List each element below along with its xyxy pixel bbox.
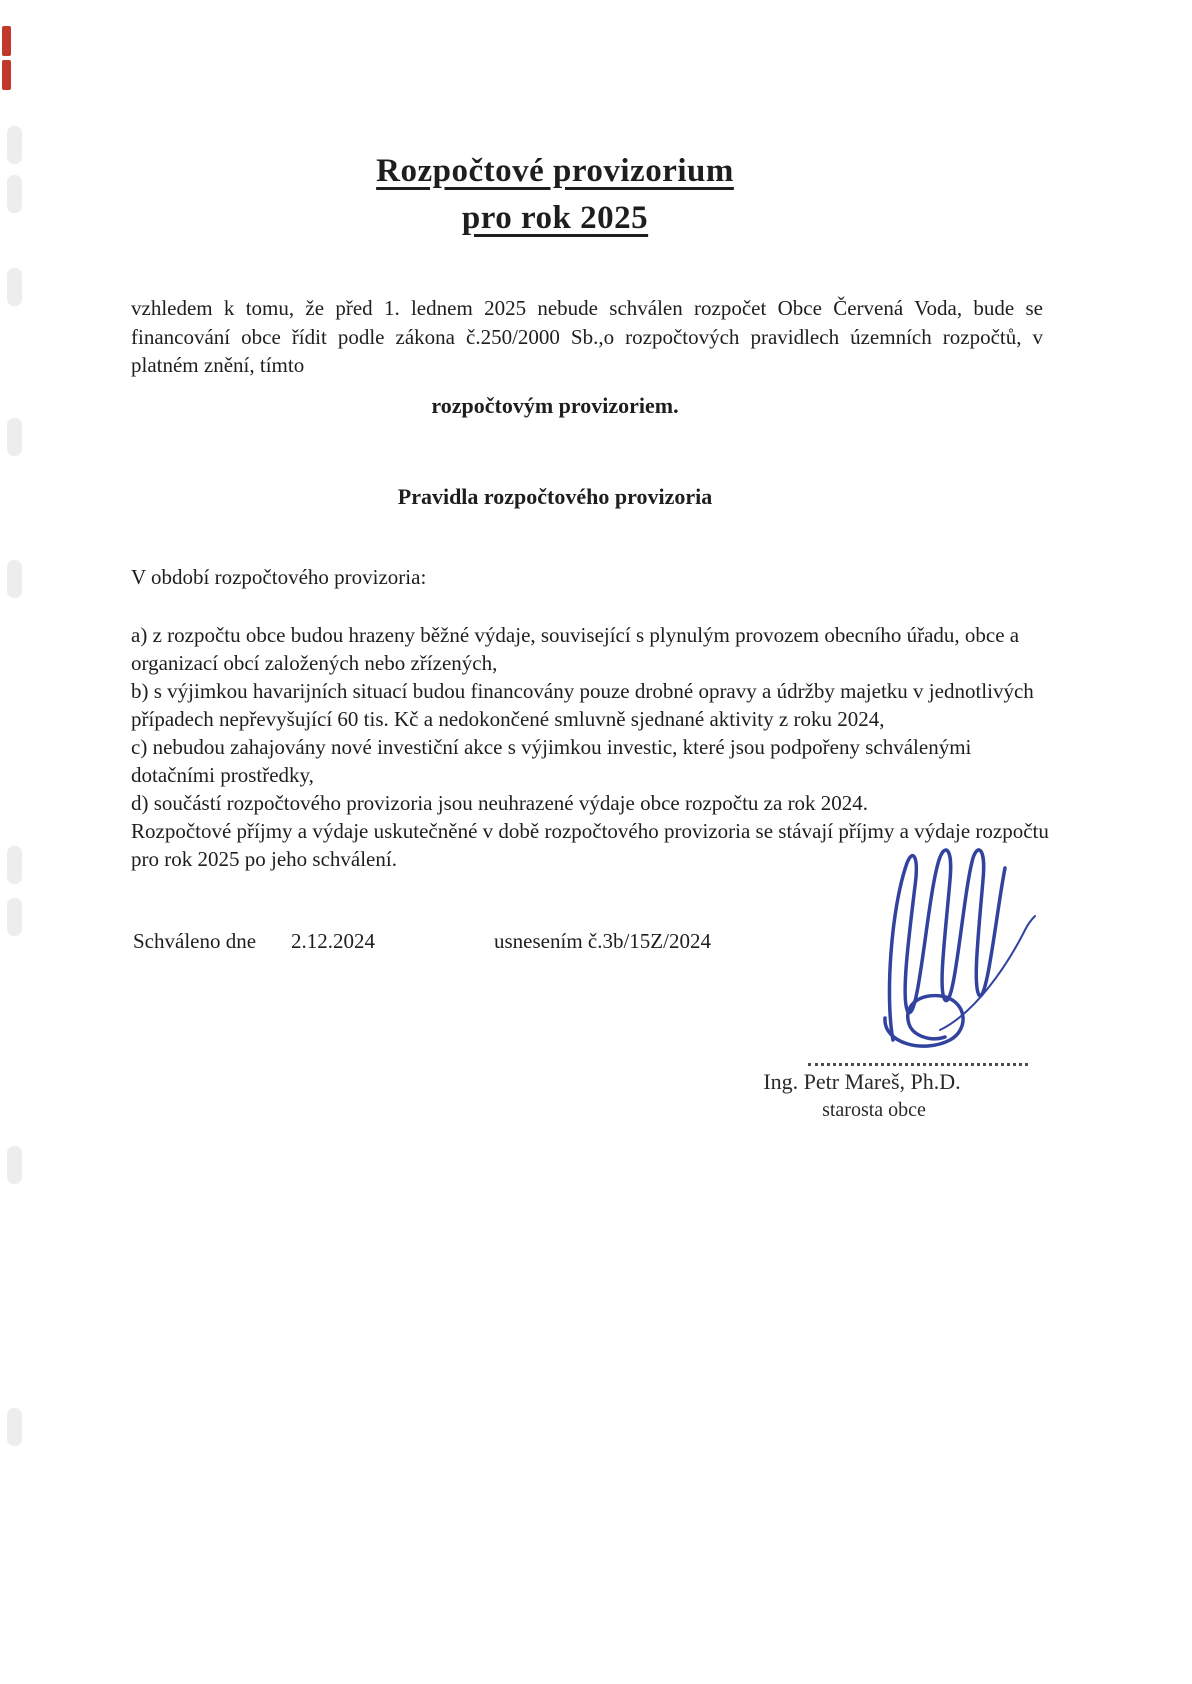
document-title-line2: pro rok 2025 xyxy=(461,200,649,236)
scan-edge-artifact xyxy=(7,418,22,456)
intro-paragraph: vzhledem k tomu, že před 1. lednem 2025 nebude schválen rozpočet Obce Červená Voda, bude se financování obce řídit podle zákona č.250/2000 Sb.,o rozpočtových pravidlech územních rozpočtů, v platném znění, tímto xyxy=(131,296,1043,377)
scan-edge-artifact xyxy=(7,1408,22,1446)
signature-ink xyxy=(855,838,1105,1060)
rules-heading: Pravidla rozpočtového provizoria xyxy=(397,484,713,509)
scan-edge-artifact xyxy=(7,1146,22,1184)
rule-item-a: a) z rozpočtu obce budou hrazeny běžné výdaje, související s plynulým provozem obecního úřadu, obce a organizací obcí založených nebo zřízených, xyxy=(131,623,1020,675)
approved-date-value: 2.12.2024 xyxy=(291,929,375,953)
resolution-number: usnesením č.3b/15Z/2024 xyxy=(494,929,711,953)
rules-block xyxy=(131,621,1056,873)
scan-edge-artifact xyxy=(7,175,22,213)
rules-intro: V období rozpočtového provizoria: xyxy=(131,565,427,589)
document-title-line1: Rozpočtové provizorium xyxy=(376,153,734,189)
signature-dotted-line xyxy=(808,1049,1028,1066)
rule-item-b: b) s výjimkou havarijních situací budou financovány pouze drobné opravy a údržby majetku v jednotlivých případech nepřevyšující 60 tis. Kč a nedokončené smluvně sjednané aktivity z roku 2024, xyxy=(131,679,1034,731)
rule-item-c: c) nebudou zahajovány nové investiční akce s výjimkou investic, které jsou podpořeny schválenými dotačními prostředky, xyxy=(131,735,972,787)
approved-date-label: Schváleno dne xyxy=(133,929,257,953)
provision-heading: rozpočtovým provizoriem. xyxy=(431,393,679,418)
closing-paragraph: Rozpočtové příjmy a výdaje uskutečněné v době rozpočtového provizoria se stávají příjmy a výdaje rozpočtu pro rok 2025 po jeho schválení. xyxy=(131,819,1049,871)
signer-role: starosta obce xyxy=(822,1099,926,1121)
rule-item-d: d) součástí rozpočtového provizoria jsou neuhrazené výdaje obce rozpočtu za rok 2024. xyxy=(131,791,869,815)
scan-edge-artifact xyxy=(7,846,22,884)
scan-red-mark xyxy=(2,26,11,56)
scan-edge-artifact xyxy=(7,126,22,164)
scan-red-mark xyxy=(2,60,11,90)
scan-edge-artifact xyxy=(7,560,22,598)
scan-edge-artifact xyxy=(7,268,22,306)
signer-name: Ing. Petr Mareš, Ph.D. xyxy=(763,1069,961,1094)
document-title xyxy=(131,148,979,242)
